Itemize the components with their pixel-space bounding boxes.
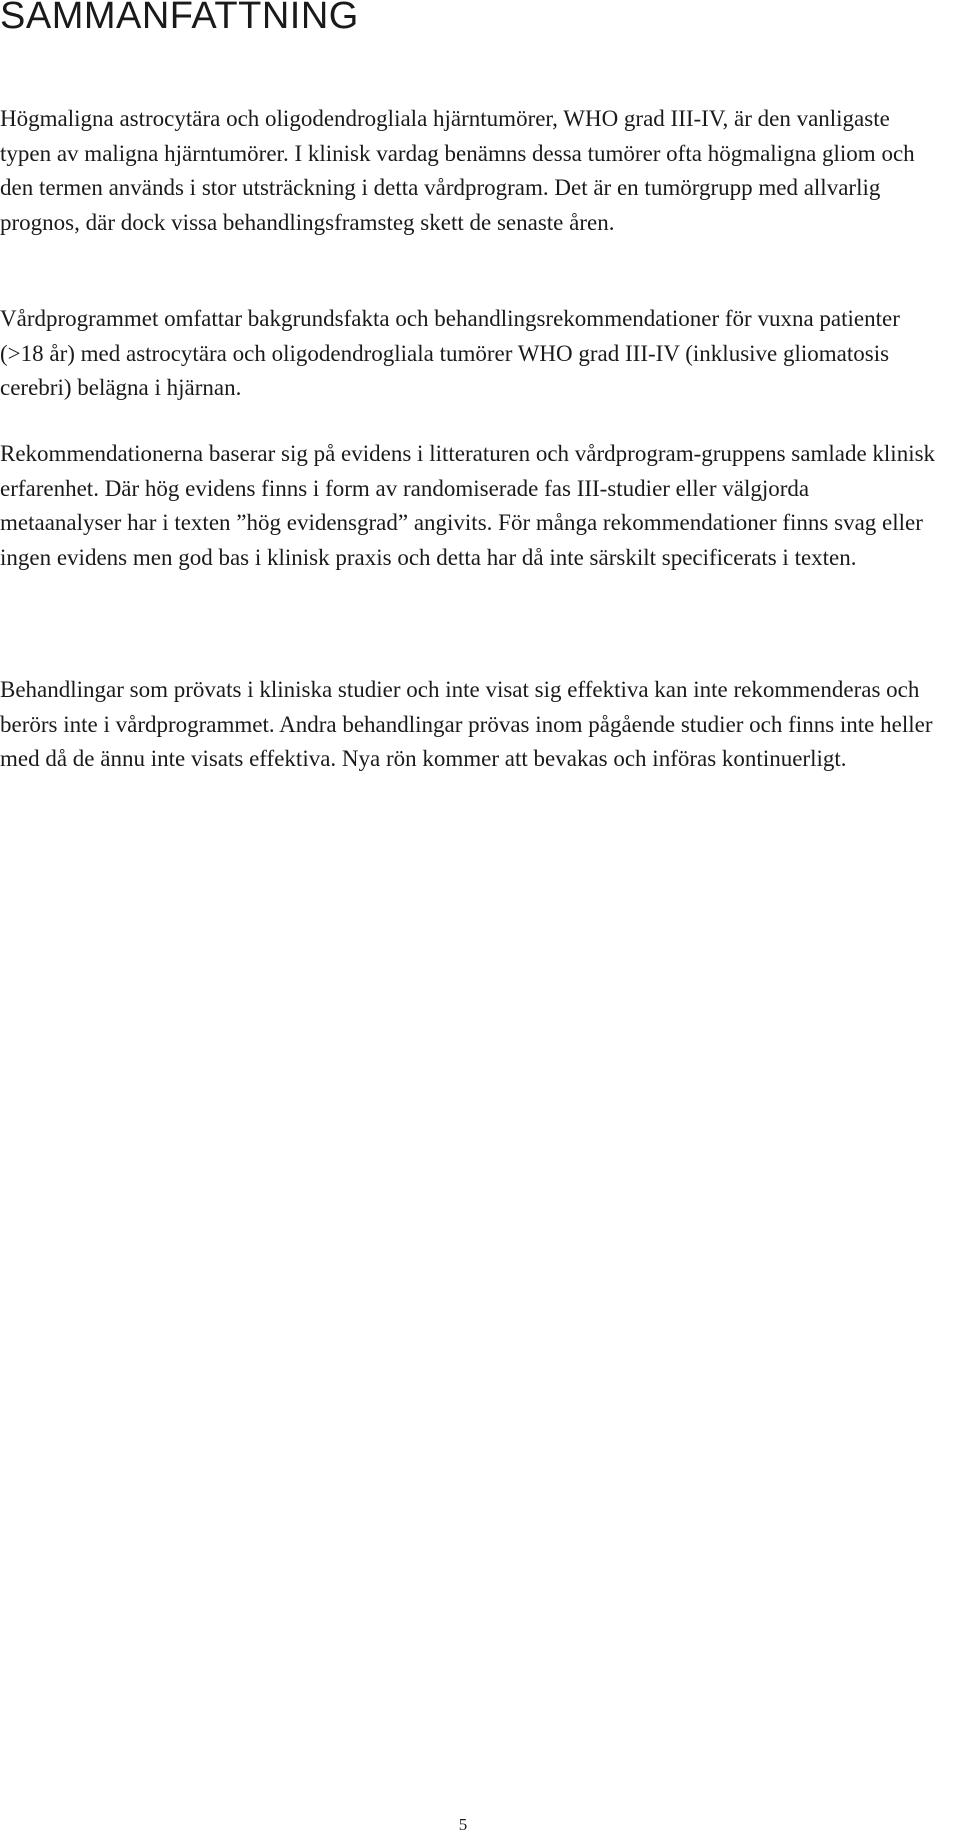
summary-paragraph-3: Rekommendationerna baserar sig på evidens i litteraturen och vårdprogram-gruppens samlade klinisk erfarenhet. Där hög evidens finns i form av randomiserade fas III-studier eller välgjorda metaanalyser har i texten ”hög evidensgrad” angivits. För många rekommendationer finns svag eller ingen evidens men god bas i klinisk praxis och detta har då inte särskilt specificerats i texten.: [0, 441, 936, 570]
summary-paragraph-2: Vårdprogrammet omfattar bakgrundsfakta och behandlingsrekommendationer för vuxna patienter (>18 år) med astrocytära och oligodendrogliala tumörer WHO grad III-IV (inklusive gliomatosis cerebri) belägna i hjärnan.: [0, 306, 900, 400]
page-number: 5: [458, 1815, 468, 1834]
summary-paragraph-4: Behandlingar som prövats i kliniska studier och inte visat sig effektiva kan inte rekommenderas och berörs inte i vårdprogrammet. Andra behandlingar prövas inom pågående studier och finns inte heller med då de ännu inte visats effektiva. Nya rön kommer att bevakas och införas kontinuerligt.: [0, 677, 933, 771]
summary-paragraph-1: Högmaligna astrocytära och oligodendrogliala hjärntumörer, WHO grad III-IV, är den vanligaste typen av maligna hjärntumörer. I klinisk vardag benämns dessa tumörer ofta högmaligna gliom och den termen används i stor utsträckning i detta vårdprogram. Det är en tumörgrupp med allvarlig prognos, där dock vissa behandlingsframsteg skett de senaste åren.: [0, 106, 915, 235]
page-title: SAMMANFATTNING: [0, 0, 359, 37]
